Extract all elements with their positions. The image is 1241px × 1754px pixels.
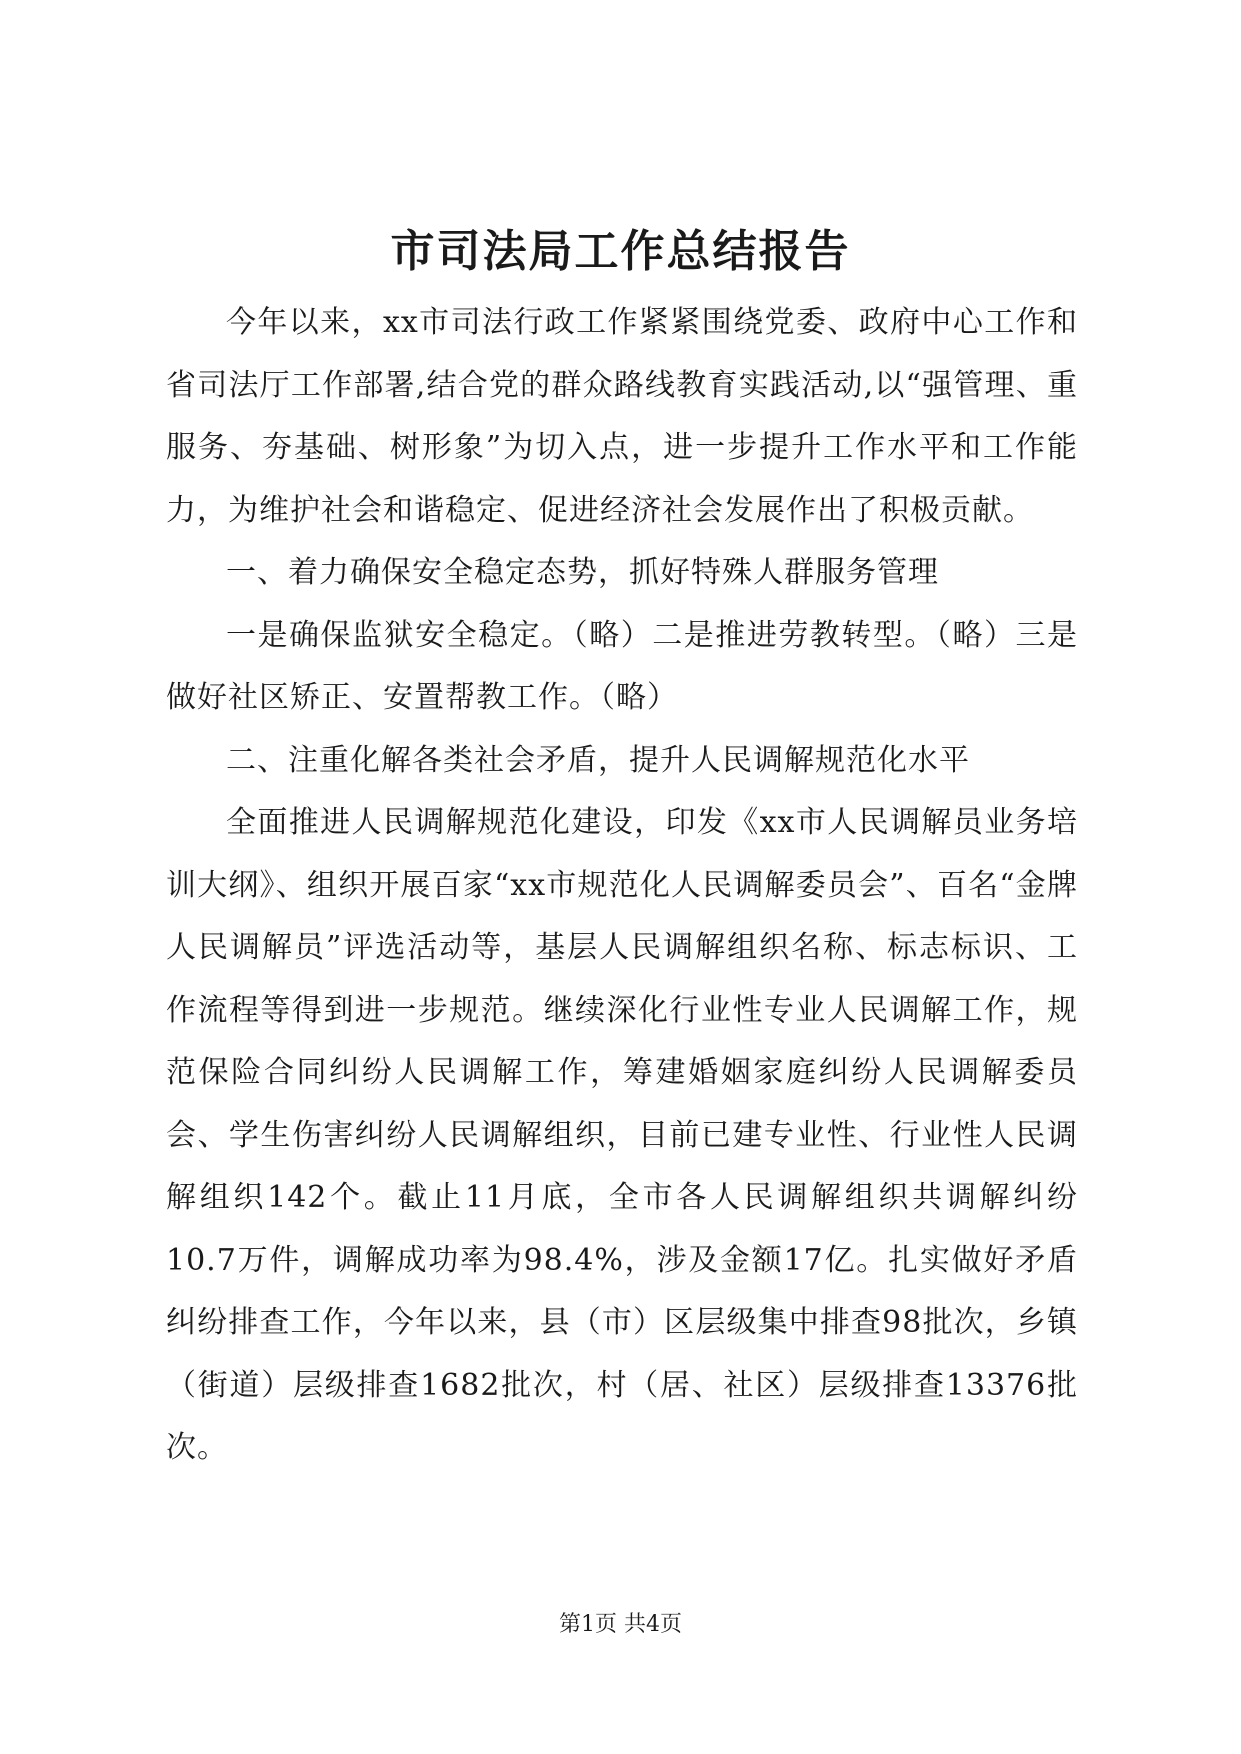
page-number: 第1页 共4页 [559, 1612, 682, 1637]
document-title: 市司法局工作总结报告 [390, 226, 851, 277]
paragraph-intro: 今年以来，xx市司法行政工作紧紧围绕党委、政府中心工作和省司法厅工作部署,结合党的群众路线教育实践活动,以“强管理、重服务、夯基础、树形象”为切入点，进一步提升工作水平和工作能力，为维护社会和谐稳定、促进经济社会发展作出了积极贡献。 [166, 305, 1078, 528]
paragraph-section-2: 全面推进人民调解规范化建设，印发《xx市人民调解员业务培训大纲》、组织开展百家“xx市规范化人民调解委员会”、百名“金牌人民调解员”评选活动等，基层人民调解组织名称、标志标识、工作流程等得到进一步规范。继续深化行业性专业人民调解工作，规范保险合同纠纷人民调解工作，筹建婚姻家庭纠纷人民调解委员会、学生伤害纠纷人民调解组织，目前已建专业性、行业性人民调解组织142个。截止11月底，全市各人民调解组织共调解纠纷10.7万件，调解成功率为98.4%，涉及金额17亿。扎实做好矛盾纠纷排查工作，今年以来，县（市）区层级集中排查98批次，乡镇（街道）层级排查1682批次，村（居、社区）层级排查13376批次。 [166, 805, 1078, 1465]
page-footer [0, 1610, 1241, 1640]
paragraph-section-1: 一是确保监狱安全稳定。（略）二是推进劳教转型。（略）三是做好社区矫正、安置帮教工作。（略） [166, 617, 1078, 715]
document-body [166, 292, 1078, 1480]
section-heading-2: 二、注重化解各类社会矛盾，提升人民调解规范化水平 [226, 742, 970, 778]
section-heading-1: 一、着力确保安全稳定态势，抓好特殊人群服务管理 [226, 555, 939, 590]
